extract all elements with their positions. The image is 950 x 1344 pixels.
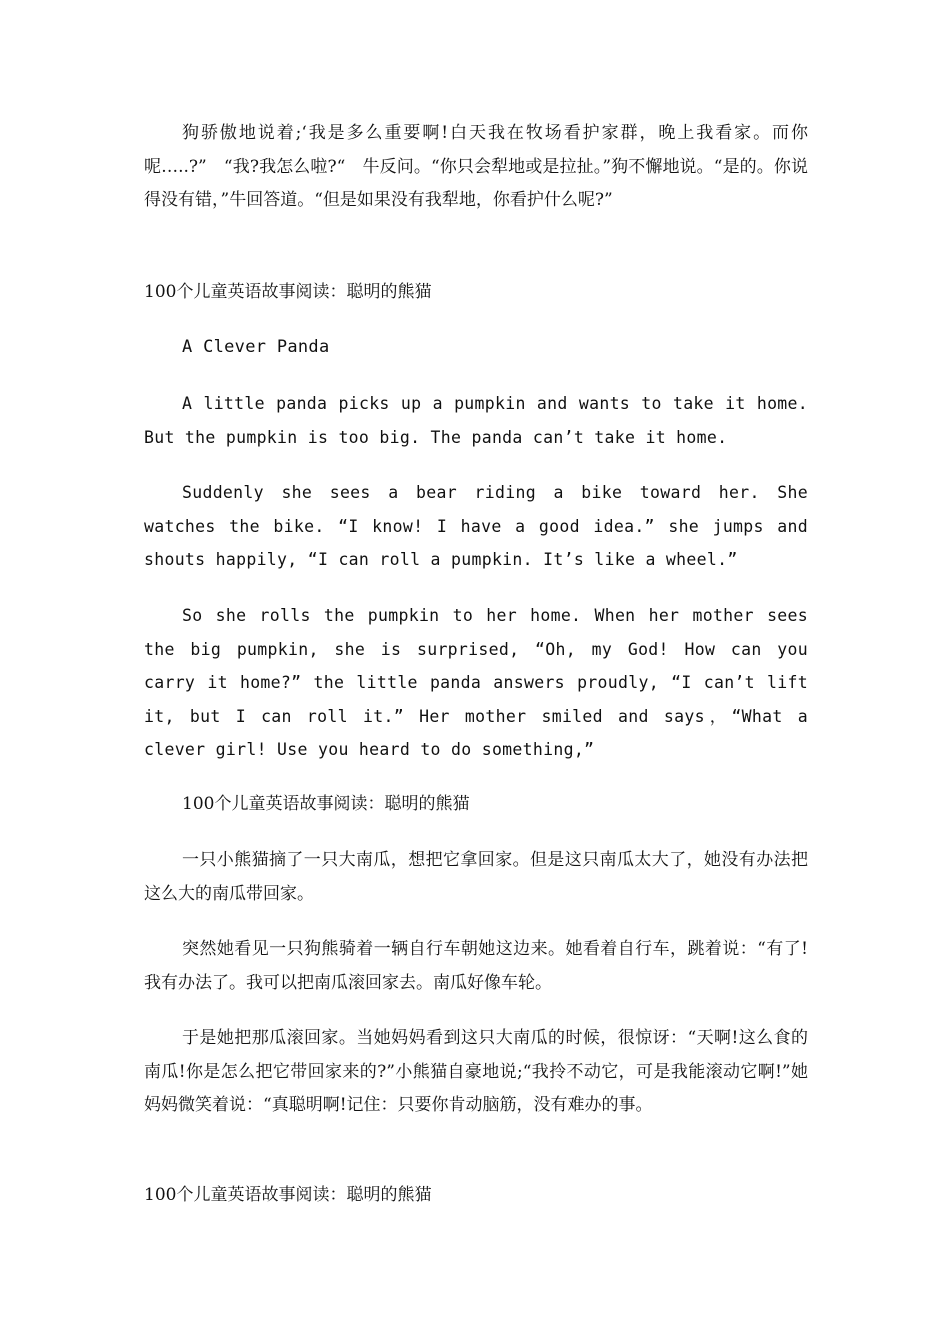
english-story-title: A Clever Panda [182, 337, 330, 357]
chinese-paragraph-1: 一只小熊猫摘了一只大南瓜，想把它拿回家。但是这只南瓜太大了，她没有办法把这么大的南瓜带回家。 [144, 850, 808, 904]
chinese-paragraph-3: 于是她把那瓜滚回家。当她妈妈看到这只大南瓜的时候，很惊讶：“天啊!这么食的南瓜!你是怎么把它带回家来的?”小熊猫自豪地说;“我拎不动它，可是我能滚动它啊!”她妈妈微笑着说：“真聪明啊!记住：只要你肯动脑筋，没有难办的事。 [144, 1028, 808, 1115]
english-paragraph-3: So she rolls the pumpkin to her home. When her mother sees the big pumpkin, she is surprised, “Oh, my God! How can you carry it home?” the little panda answers proudly, “I can’t lift it, but I can roll it.” Her mother smiled and says，“What a clever girl! Use you heard to do something,” [144, 606, 808, 759]
section-heading: 100个儿童英语故事阅读：聪明的熊猫 [144, 282, 432, 302]
section-heading-footer: 100个儿童英语故事阅读：聪明的熊猫 [144, 1185, 432, 1205]
chinese-story-title: 100个儿童英语故事阅读：聪明的熊猫 [182, 794, 470, 814]
story-paragraph-dog-and-ox: 狗骄傲地说着;‘我是多么重要啊!白天我在牧场看护家群，晚上我看家。而你呢…..?” “我?我怎么啦?“ 牛反问。“你只会犁地或是拉扯。”狗不懈地说。“是的。你说得没有错，”牛回答道。“但是如果没有我犁地，你看护什么呢?” [144, 123, 808, 210]
chinese-paragraph-2: 突然她看见一只狗熊骑着一辆自行车朝她这边来。她看着自行车，跳着说：“有了!我有办法了。我可以把南瓜滚回家去。南瓜好像车轮。 [144, 939, 808, 993]
english-paragraph-1: A little panda picks up a pumpkin and wants to take it home. But the pumpkin is too big. The panda can’t take it home. [144, 394, 808, 447]
english-paragraph-2: Suddenly she sees a bear riding a bike toward her. She watches the bike. “I know! I have a good idea.” she jumps and shouts happily, “I can roll a pumpkin. It’s like a wheel.” [144, 483, 808, 569]
